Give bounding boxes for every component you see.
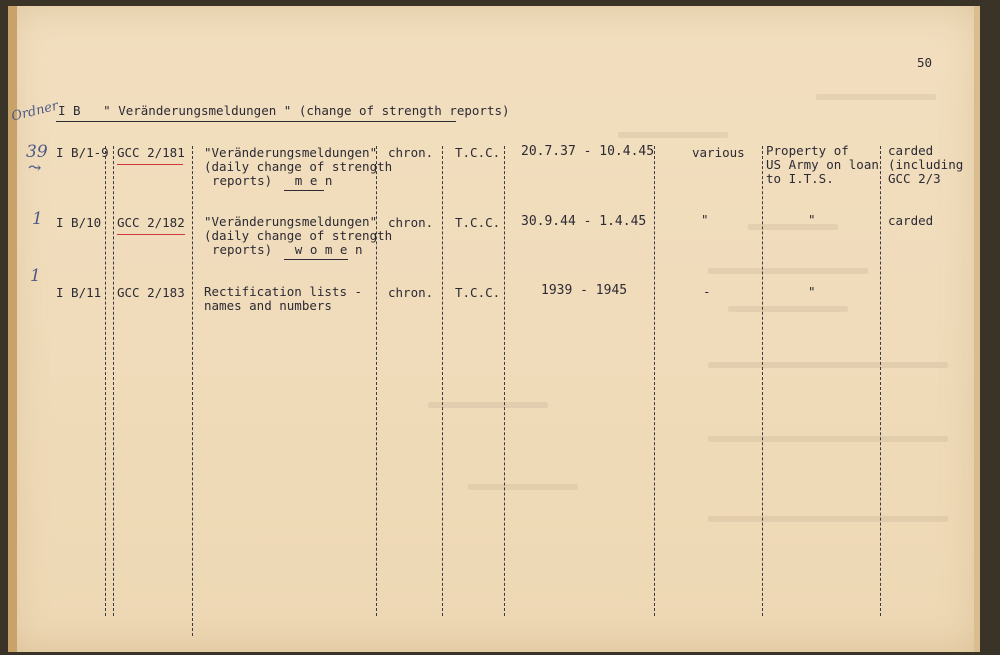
column-divider (654, 146, 655, 616)
arrangement: chron. (388, 285, 434, 300)
ownership-line: to I.T.S. (766, 171, 834, 186)
remarks-line: carded (888, 213, 934, 228)
date-range: 20.7.37 - 10.4.45 (521, 144, 655, 159)
reference-number: I B/1-9 (56, 145, 109, 160)
bleed-through-text (468, 484, 578, 490)
column-divider (880, 146, 881, 616)
bleed-through-text (708, 362, 948, 368)
bleed-through-text (728, 306, 848, 312)
text-underline (284, 190, 324, 191)
ownership-line: US Army on loan (766, 157, 879, 172)
gcc-code: GCC 2/181 (117, 145, 185, 160)
reference-number: I B/11 (56, 285, 102, 300)
binding-edge (8, 6, 17, 652)
ownership-line: " (808, 284, 816, 299)
bleed-through-text (708, 268, 868, 274)
source: T.C.C. (455, 215, 501, 230)
document-page (8, 6, 980, 652)
gcc-code: GCC 2/182 (117, 215, 185, 230)
reference-number: I B/10 (56, 215, 102, 230)
column-divider (504, 146, 505, 616)
date-range: 1939 - 1945 (541, 283, 628, 298)
section-title: I B " Veränderungsmeldungen " (change of strength reports) (58, 103, 510, 118)
ownership-line: Property of (766, 143, 849, 158)
source: T.C.C. (455, 285, 501, 300)
condition: various (692, 145, 745, 160)
column-divider (105, 146, 106, 616)
column-divider (192, 146, 193, 636)
handwritten-tick: ⤳ (28, 158, 42, 177)
bleed-through-text (708, 516, 948, 522)
description-line: reports) m e n (212, 173, 333, 188)
remarks-line: (including (888, 157, 964, 172)
description-line: names and numbers (204, 298, 332, 313)
bleed-through-text (708, 436, 948, 442)
bleed-through-text (816, 94, 936, 100)
handwritten-annotation: Ordner (10, 98, 60, 125)
column-divider (442, 146, 443, 616)
remarks-line: carded (888, 143, 934, 158)
ownership-line: " (808, 212, 816, 227)
description-line: "Veränderungsmeldungen" (204, 145, 378, 160)
description-line: Rectification lists - (204, 284, 363, 299)
arrangement: chron. (388, 145, 434, 160)
source: T.C.C. (455, 145, 501, 160)
date-range: 30.9.44 - 1.4.45 (521, 214, 647, 229)
condition: " (701, 212, 709, 227)
condition: - (703, 284, 711, 299)
text-underline (284, 259, 348, 260)
description-line: (daily change of strength (204, 228, 393, 243)
red-underline (117, 234, 185, 235)
handwritten-count: 1 (30, 266, 41, 286)
gcc-code: GCC 2/183 (117, 285, 185, 300)
bleed-through-text (618, 132, 728, 138)
arrangement: chron. (388, 215, 434, 230)
remarks-line: GCC 2/3 (888, 171, 941, 186)
title-underline (56, 121, 456, 122)
page-edge (974, 6, 980, 652)
handwritten-count: 39 (26, 142, 48, 162)
column-divider (762, 146, 763, 616)
page-number: 50 (917, 55, 933, 70)
description-line: reports) w o m e n (212, 242, 363, 257)
bleed-through-text (428, 402, 548, 408)
description-line: (daily change of strength (204, 159, 393, 174)
column-divider (113, 146, 114, 616)
red-underline (117, 164, 183, 165)
description-line: "Veränderungsmeldungen" (204, 214, 378, 229)
handwritten-count: 1 (32, 209, 43, 229)
